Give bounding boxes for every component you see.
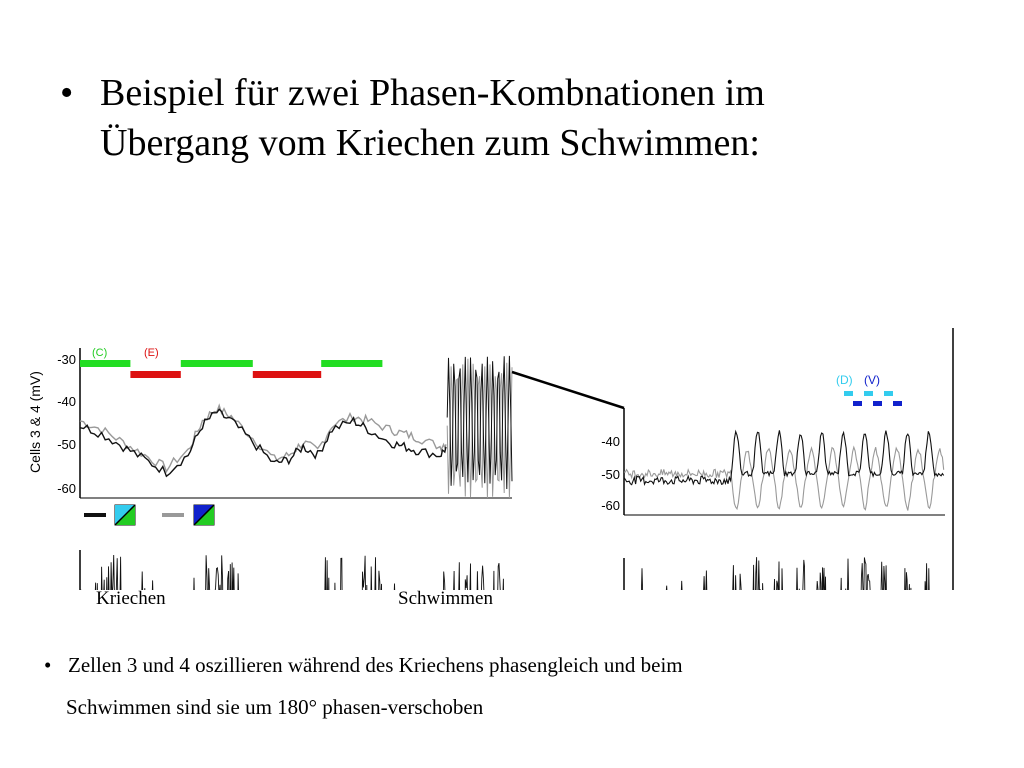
p3-traces [624, 430, 944, 510]
title-bullet: • [60, 72, 74, 114]
phase-bar-e [253, 371, 321, 378]
phase-bars [80, 360, 382, 378]
figure [0, 160, 1024, 590]
p3-ytick: -50 [601, 467, 620, 482]
phase-bar-v [853, 401, 862, 406]
phase-label-c: (C) [92, 347, 108, 359]
p3-ytick: -60 [601, 498, 620, 513]
p2-trace [80, 555, 512, 590]
dp15-trace [80, 555, 512, 590]
phase-bar-v [873, 401, 882, 406]
zoom-connector-top [512, 372, 624, 408]
swim-trace-cell3 [447, 356, 512, 489]
zoom-dp-trace [624, 557, 945, 590]
title-line-2: Übergang vom Kriechen zum Schwimmen: [100, 122, 760, 164]
p1-ylabel: Cells 3 & 4 (mV) [27, 371, 43, 473]
phase-bar-e [130, 371, 180, 378]
phase-bar-c [321, 360, 382, 367]
trace-cell3 [80, 409, 446, 476]
legend-cell4-swatch [194, 505, 214, 525]
caption-kriechen: Kriechen [96, 588, 166, 609]
legend [84, 505, 214, 525]
phase-label-e: (E) [144, 347, 159, 359]
p3-phase-bars [844, 391, 902, 406]
phase-label-v: (V) [864, 373, 880, 387]
caption-schwimmen: Schwimmen [398, 588, 493, 609]
phase-bar-v [893, 401, 902, 406]
slide-title [60, 68, 960, 168]
zoom-trace-cell3 [624, 430, 944, 484]
panel-cell-potentials [27, 347, 512, 498]
legend-cell3-swatch [115, 505, 135, 525]
panel-dp15 [45, 550, 519, 590]
panel-zoom-cells [601, 373, 945, 515]
trace-cell4 [80, 405, 446, 471]
note-bullet: • [44, 653, 52, 677]
phase-label-d: (D) [836, 373, 853, 387]
p1-ytick: -30 [57, 352, 76, 367]
phase-bar-d [864, 391, 873, 396]
phase-bar-c [181, 360, 253, 367]
note-line-2: Schwimmen sind sie um 180° phasen-verschoben [66, 695, 484, 719]
p1-ytick: -60 [57, 481, 76, 496]
phase-bar-c [80, 360, 130, 367]
p3-ytick: -40 [601, 434, 620, 449]
p4-trace [624, 557, 945, 590]
note-line-1: Zellen 3 und 4 oszillieren während des Kriechens phasengleich und beim [68, 653, 683, 677]
p1-ytick: -50 [57, 437, 76, 452]
panel-zoom-dp [617, 557, 952, 590]
phase-bar-d [844, 391, 853, 396]
p1-ytick: -40 [57, 394, 76, 409]
title-line-1: Beispiel für zwei Phasen-Kombnationen im [100, 72, 765, 114]
phase-bar-d [884, 391, 893, 396]
zoom-trace-cell4 [624, 447, 944, 510]
